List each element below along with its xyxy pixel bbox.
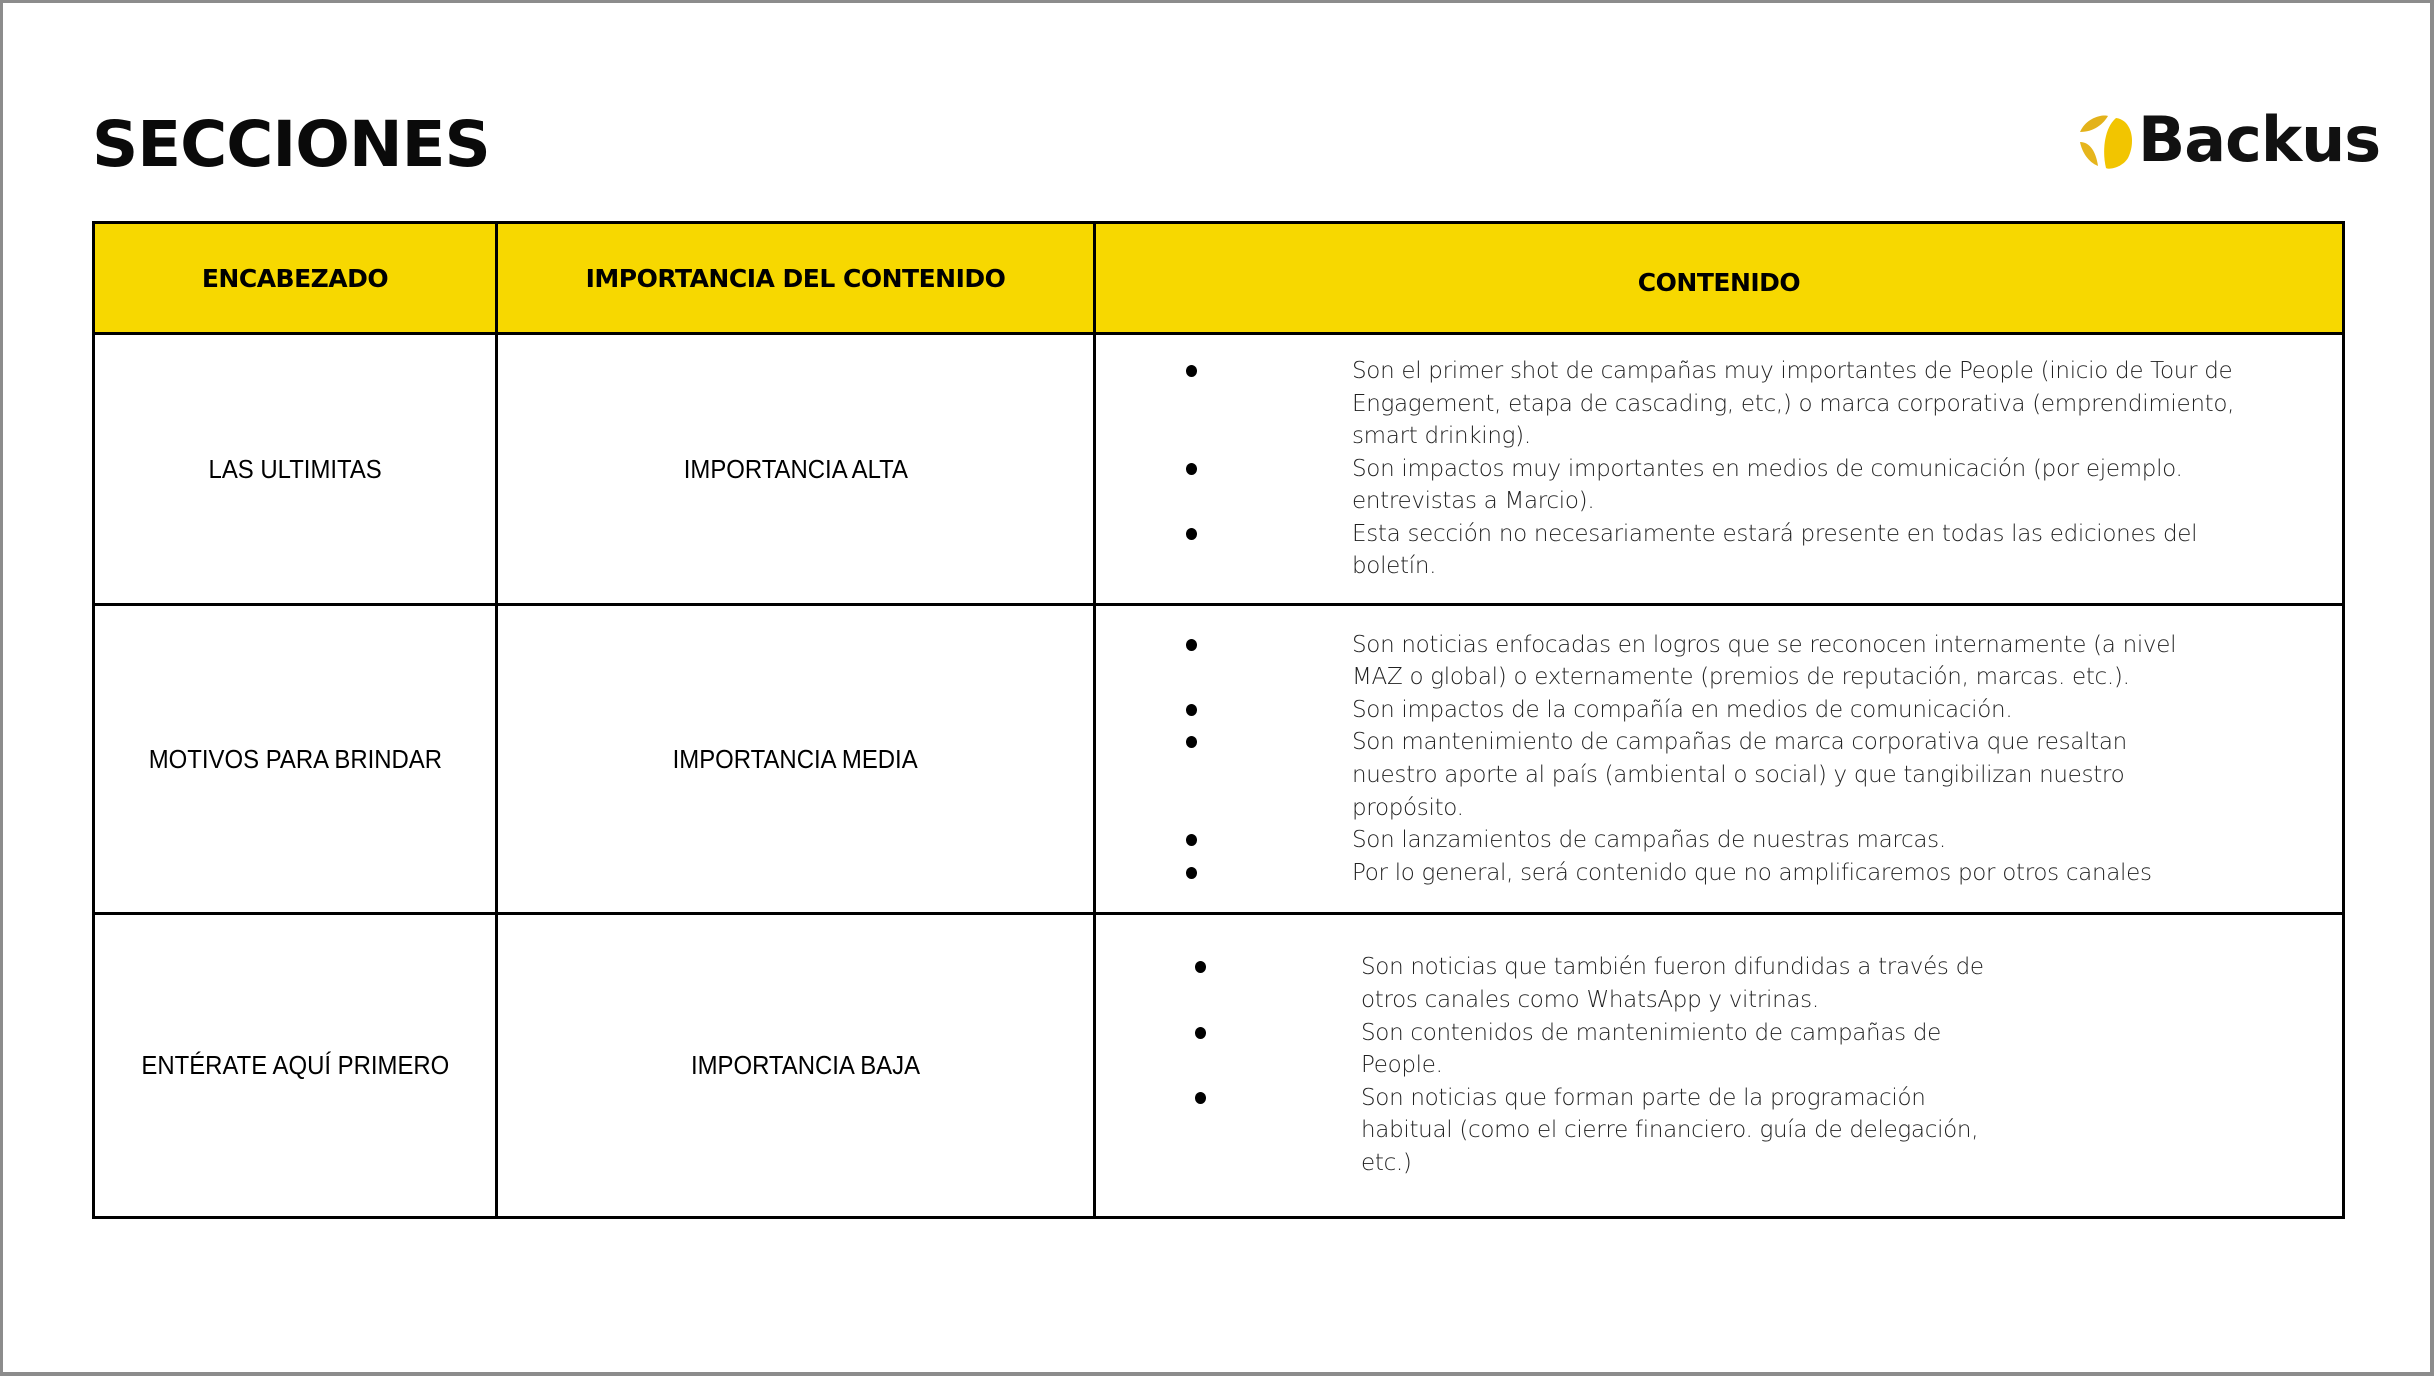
list-item: Son contenidos de mantenimiento de campañas de People. [1195,1017,2002,1082]
backus-logo-text: Backus [2138,103,2381,176]
page-title: SECCIONES [92,108,490,181]
row-heading-text: ENTÉRATE AQUÍ PRIMERO [141,1050,449,1080]
list-item: Son noticias enfocadas en logros que se reconocen internamente (a nivel MAZ o global) o externamente (premios de reputación, marcas. etc.). [1186,629,2192,694]
row-importance [497,605,1095,914]
list-item: Son lanzamientos de campañas de nuestras marcas. [1186,824,2192,857]
table-row [94,605,2344,914]
row-heading [94,334,497,605]
backus-logo [2076,103,2381,176]
content-list [1096,355,2342,583]
list-item: Por lo general, será contenido que no amplificaremos por otros canales [1186,857,2192,890]
content-list [1096,951,2342,1179]
content-list [1096,629,2342,890]
row-heading [94,605,497,914]
row-importance [497,334,1095,605]
table-header-row [94,223,2344,334]
list-item: Esta sección no necesariamente estará presente en todas las ediciones del boletín. [1186,518,2282,583]
backus-logo-mark-icon [2076,112,2140,172]
list-item: Son mantenimiento de campañas de marca corporativa que resaltan nuestro aporte al país (ambiental o social) y que tangibilizan nuestro propósito. [1186,726,2192,824]
list-item: Son impactos muy importantes en medios de comunicación (por ejemplo. entrevistas a Marcio). [1186,453,2282,518]
row-importance-text: IMPORTANCIA BAJA [690,1050,921,1080]
header-contenido: CONTENIDO [1095,223,2344,334]
list-item: Son noticias que forman parte de la programación habitual (como el cierre financiero. guía de delegación, etc.) [1195,1082,2002,1180]
row-heading [94,914,497,1218]
header-importancia: IMPORTANCIA DEL CONTENIDO [497,223,1095,334]
row-importance-text: IMPORTANCIA MEDIA [672,743,918,774]
row-heading-text: MOTIVOS PARA BRINDAR [148,743,442,774]
row-content [1095,914,2344,1218]
row-heading-text: LAS ULTIMITAS [208,453,382,484]
table-row [94,334,2344,605]
row-importance [497,914,1095,1218]
row-content [1095,334,2344,605]
list-item: Son el primer shot de campañas muy importantes de People (inicio de Tour de Engagement, etapa de cascading, etc,) o marca corporativa (emprendimiento, smart drinking). [1186,355,2282,453]
list-item: Son impactos de la compañía en medios de comunicación. [1186,694,2192,727]
list-item: Son noticias que también fueron difundidas a través de otros canales como WhatsApp y vitrinas. [1195,951,2002,1016]
sections-table [92,221,2345,1219]
row-importance-text: IMPORTANCIA ALTA [683,453,908,484]
row-content [1095,605,2344,914]
table-row [94,914,2344,1218]
header-encabezado: ENCABEZADO [94,223,497,334]
